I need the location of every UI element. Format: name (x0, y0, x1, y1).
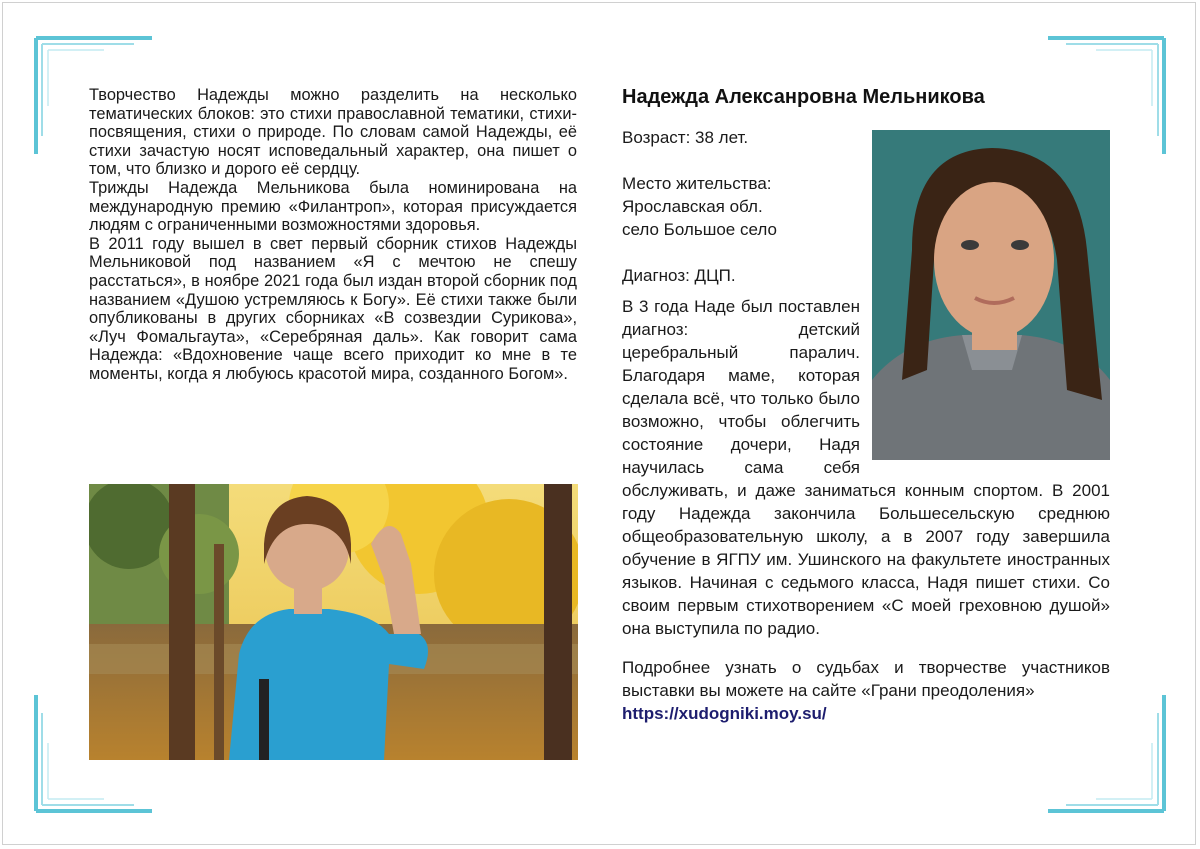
website-link[interactable]: https://xudogniki.moy.su/ (622, 704, 827, 723)
portrait-photo (872, 130, 1110, 460)
diagnosis-text: Диагноз: ДЦП. (622, 266, 736, 285)
residence-label: Место жительства: (622, 174, 772, 193)
residence-village: село Большое село (622, 220, 777, 239)
person-name-heading: Надежда Алексанровна Мельникова (622, 86, 985, 108)
life-story-text: В 3 года Наде был поставлен диагноз: детский церебральный паралич. Благодаря маме, которая сделала всё, что только было возможно, чтобы облегчить состояние дочери, Надя научилась сама себя обслуживать, и даже заниматься конным спортом. В 2001 году Надежда закончила Большесельскую среднюю общеобразовательную школу, а в 2007 году завершила обучение в ЯГПУ им. Ушинского на факультете иностранных языков. Начиная с седьмого класса, Надя пишет стихи. Со своим первым стихотворением «С моей греховною душой» она выступила по радио. (622, 297, 1110, 638)
paragraph-creativity: Творчество Надежды можно разделить на несколько тематических блоков: это стихи православной тематики, стихи-посвящения, стихи о природе. По словам самой Надежды, её стихи зачастую носят исповедальный характер, она пишет о том, что близко и дорого её сердцу. (89, 86, 577, 179)
biography-text (89, 86, 577, 384)
paragraph-award: Трижды Надежда Мельникова была номинирована на международную премию «Филантроп», которая присуждается людям с ограниченными возможностями здоровья. (89, 178, 577, 235)
autumn-photo (89, 484, 578, 760)
residence-region: Ярославская обл. (622, 197, 763, 216)
profile-section (622, 126, 1110, 725)
more-info-text: Подробнее узнать о судьбах и творчестве участников выставки вы можете на сайте «Грани преодоления» (622, 658, 1110, 700)
age-text: Возраст: 38 лет. (622, 128, 749, 147)
paragraph-books: В 2011 году вышел в свет первый сборник стихов Надежды Мельниковой под названием «Я с мечтою не спешу расстаться», в ноябре 2021 года был издан второй сборник под названием «Душою устремляюсь к Богу». Её стихи также были опубликованы в других сборниках «В созвездии Сурикова», «Луч Фомальгаута», «Серебряная даль». Как говорит сама Надежда: «Вдохновение чаще всего приходит ко мне в те моменты, когда я любуюсь красотой мира, созданного Богом». (89, 234, 577, 383)
